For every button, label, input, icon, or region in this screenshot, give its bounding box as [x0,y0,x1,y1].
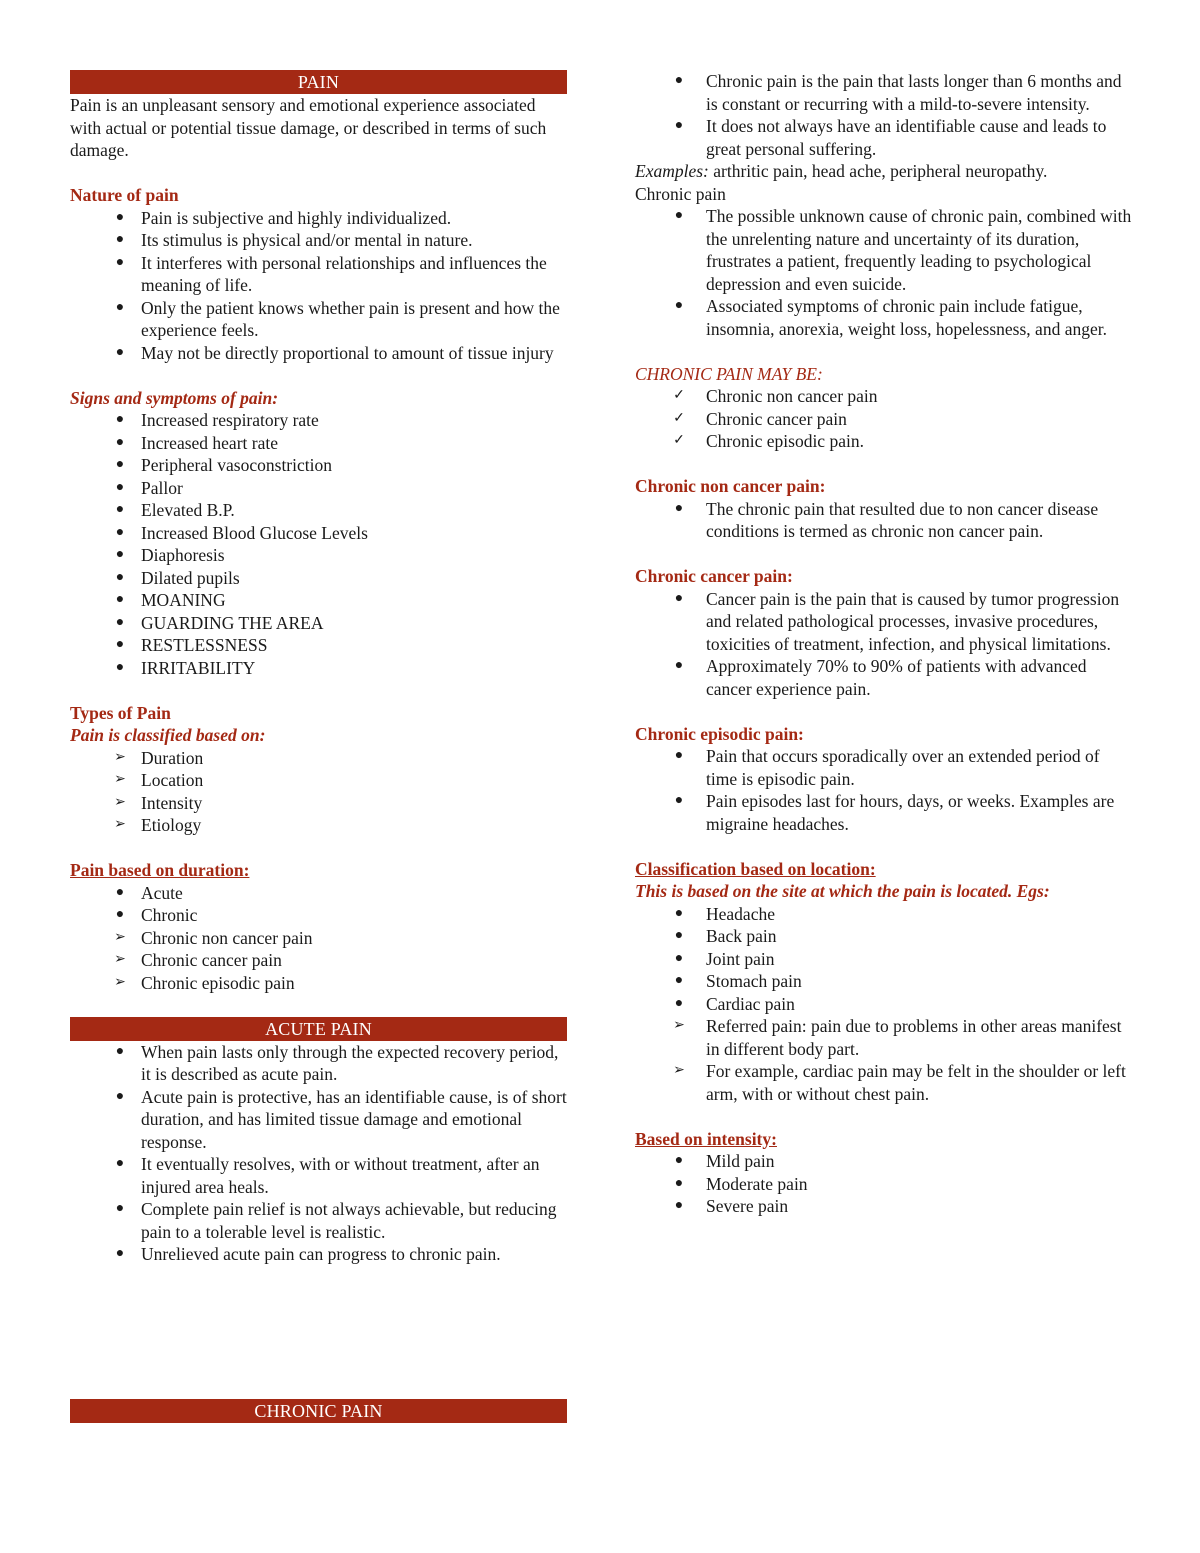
list-item: ● The chronic pain that resulted due to non cancer disease conditions is termed as chronic non cancer pain. [635,498,1135,543]
list-item: ➢ Chronic non cancer pain [70,927,567,950]
list-item: ● Back pain [635,925,1135,948]
list-item: ➢ For example, cardiac pain may be felt in the shoulder or left arm, with or without chest pain. [635,1060,1135,1105]
arrow-icon: ➢ [114,772,126,787]
bullet-icon: ● [115,884,125,900]
list-item: ● Elevated B.P. [70,499,567,522]
chronic-list [635,70,1135,160]
signs-heading: Signs and symptoms of pain: [70,387,279,408]
list-item: ● RESTLESSNESS [70,634,567,657]
list-item: ● It does not always have an identifiable cause and leads to great personal suffering. [635,115,1135,160]
cancer-list [635,588,1135,701]
may-be-list [635,385,1135,453]
list-item: ● Its stimulus is physical and/or mental in nature. [70,229,567,252]
bullet-icon: ● [115,524,125,540]
bullet-icon: ● [115,1201,125,1216]
bullet-icon: ● [674,905,684,921]
may-be-heading: CHRONIC PAIN MAY BE: [635,363,823,384]
bullet-icon: ● [674,118,684,133]
list-item: ● Pain is subjective and highly individualized. [70,207,567,230]
list-item: ✓ Chronic non cancer pain [635,385,1135,408]
noncancer-heading: Chronic non cancer pain: [635,476,826,496]
list-item: ● Joint pain [635,948,1135,971]
noncancer-list [635,498,1135,543]
list-item: ● Chronic [70,904,567,927]
bullet-icon: ● [115,344,125,360]
list-item: ● Pain that occurs sporadically over an extended period of time is episodic pain. [635,745,1135,790]
list-item: ● Mild pain [635,1150,1135,1173]
classified-list [70,747,567,837]
classified-heading: Pain is classified based on: [70,725,266,745]
list-item: ● Severe pain [635,1195,1135,1218]
list-item: ➢ Intensity [70,792,567,815]
list-item: ● It eventually resolves, with or without treatment, after an injured area heals. [70,1153,567,1198]
episodic-heading: Chronic episodic pain: [635,723,804,744]
list-item: ● Unrelieved acute pain can progress to chronic pain. [70,1243,567,1266]
bullet-icon: ● [115,592,125,607]
bullet-icon: ● [674,995,684,1011]
list-item: ● Associated symptoms of chronic pain include fatigue, insomnia, anorexia, weight loss, hopelessness, and anger. [635,295,1135,340]
list-item: ● Acute [70,882,567,905]
bullet-icon: ● [674,500,684,516]
types-heading: Types of Pain [70,702,171,723]
arrow-icon: ➢ [114,794,126,810]
arrow-icon: ➢ [114,749,126,765]
list-item: ● When pain lasts only through the expected recovery period, it is described as acute pain. [70,1041,567,1086]
bullet-icon: ● [115,1156,125,1171]
list-item: ● Chronic pain is the pain that lasts longer than 6 months and is constant or recurring with a mild-to-severe intensity. [635,70,1135,115]
bullet-icon: ● [115,1246,125,1261]
intensity-list [635,1150,1135,1218]
bullet-icon: ● [115,907,125,922]
chronic-list-2 [635,205,1135,340]
bullet-icon: ● [674,973,684,988]
examples-label: Examples: [635,161,709,181]
bullet-icon: ● [674,1198,684,1213]
nature-heading: Nature of pain [70,185,179,205]
list-item: ● Increased heart rate [70,432,567,455]
list-item: ● Headache [635,903,1135,926]
list-item: ● MOANING [70,589,567,612]
intensity-heading: Based on intensity: [635,1128,777,1149]
list-item: ● IRRITABILITY [70,657,567,680]
bullet-icon: ● [115,299,125,315]
list-item: ● Approximately 70% to 90% of patients with advanced cancer experience pain. [635,655,1135,700]
list-item: ● Increased respiratory rate [70,409,567,432]
bullet-icon: ● [674,1153,684,1168]
list-item: ● Cardiac pain [635,993,1135,1016]
bullet-icon: ● [115,659,125,675]
examples-text: arthritic pain, head ache, peripheral neuropathy. [708,161,1048,181]
arrow-icon: ➢ [114,929,126,945]
bullet-icon: ● [115,254,125,270]
list-item: ● Peripheral vasoconstriction [70,454,567,477]
pain-definition: Pain is an unpleasant sensory and emotional experience associated with actual or potential tissue damage, or described in terms of such damage. [70,95,547,160]
bullet-icon: ● [674,1175,684,1191]
list-item: ➢ Chronic episodic pain [70,972,567,995]
list-item: ➢ Referred pain: pain due to problems in other areas manifest in different body part. [635,1015,1135,1060]
nature-list [70,207,567,365]
arrow-icon: ➢ [673,1018,685,1033]
list-item: ➢ Location [70,769,567,792]
location-heading: Classification based on location: [635,858,876,879]
bullet-icon: ● [115,569,125,585]
bullet-icon: ● [115,614,125,630]
list-item: ● Acute pain is protective, has an identifiable cause, is of short duration, and has limited tissue damage and emotional response. [70,1086,567,1154]
list-item: ● It interferes with personal relationships and influences the meaning of life. [70,252,567,297]
examples-line [635,160,1135,183]
checkmark-icon: ✓ [673,388,685,403]
bullet-icon: ● [115,434,125,450]
bullet-icon: ● [674,658,684,673]
checkmark-icon: ✓ [673,410,685,426]
left-column [70,70,567,1266]
acute-list [70,1041,567,1266]
bullet-icon: ● [674,590,684,606]
list-item: ➢ Chronic cancer pain [70,949,567,972]
bullet-icon: ● [674,298,684,313]
bullet-icon: ● [674,793,684,808]
bullet-icon: ● [674,748,684,763]
bullet-icon: ● [115,457,125,472]
list-item: ● May not be directly proportional to amount of tissue injury [70,342,567,365]
bullet-icon: ● [674,73,684,88]
arrow-icon: ➢ [114,952,126,967]
arrow-icon: ➢ [114,817,126,832]
location-subheading: This is based on the site at which the pain is located. Egs: [635,881,1050,901]
list-item: ● Cancer pain is the pain that is caused by tumor progression and related pathological processes, invasive procedures, toxicities of treatment, infection, and physical limitations. [635,588,1135,656]
bullet-icon: ● [674,208,684,223]
bullet-icon: ● [115,479,125,495]
bullet-icon: ● [115,547,125,562]
checkmark-icon: ✓ [673,433,685,448]
duration-list [70,882,567,995]
bullet-icon: ● [115,502,125,517]
list-item: ● Pain episodes last for hours, days, or weeks. Examples are migraine headaches. [635,790,1135,835]
list-item: ● Complete pain relief is not always achievable, but reducing pain to a tolerable level is realistic. [70,1198,567,1243]
episodic-list [635,745,1135,835]
list-item: ➢ Etiology [70,814,567,837]
list-item: ➢ Duration [70,747,567,770]
list-item: ● Dilated pupils [70,567,567,590]
bullet-icon: ● [115,232,125,247]
bullet-icon: ● [115,412,125,427]
bullet-icon: ● [115,209,125,225]
list-item: ● Increased Blood Glucose Levels [70,522,567,545]
list-item: ● GUARDING THE AREA [70,612,567,635]
bullet-icon: ● [115,1043,125,1059]
list-item: ✓ Chronic episodic pain. [635,430,1135,453]
right-column [635,70,1135,1218]
bullet-icon: ● [115,1088,125,1104]
list-item: ● Moderate pain [635,1173,1135,1196]
list-item: ● Pallor [70,477,567,500]
chronic-pain-label: Chronic pain [635,183,726,204]
duration-heading: Pain based on duration: [70,860,250,880]
list-item: ✓ Chronic cancer pain [635,408,1135,431]
list-item: ● Stomach pain [635,970,1135,993]
list-item: ● Diaphoresis [70,544,567,567]
arrow-icon: ➢ [114,974,126,990]
list-item: ● Only the patient knows whether pain is present and how the experience feels. [70,297,567,342]
acute-pain-banner: ACUTE PAIN [70,1017,567,1041]
cancer-heading: Chronic cancer pain: [635,566,793,586]
chronic-pain-banner: CHRONIC PAIN [70,1399,567,1423]
bullet-icon: ● [674,928,684,943]
signs-list [70,409,567,679]
list-item: ● The possible unknown cause of chronic pain, combined with the unrelenting nature and uncertainty of its duration, frustrates a patient, frequently leading to psychological depression and even suicide. [635,205,1135,295]
bullet-icon: ● [115,637,125,652]
bullet-icon: ● [674,950,684,966]
pain-banner: PAIN [70,70,567,94]
arrow-icon: ➢ [673,1063,685,1078]
location-list [635,903,1135,1106]
